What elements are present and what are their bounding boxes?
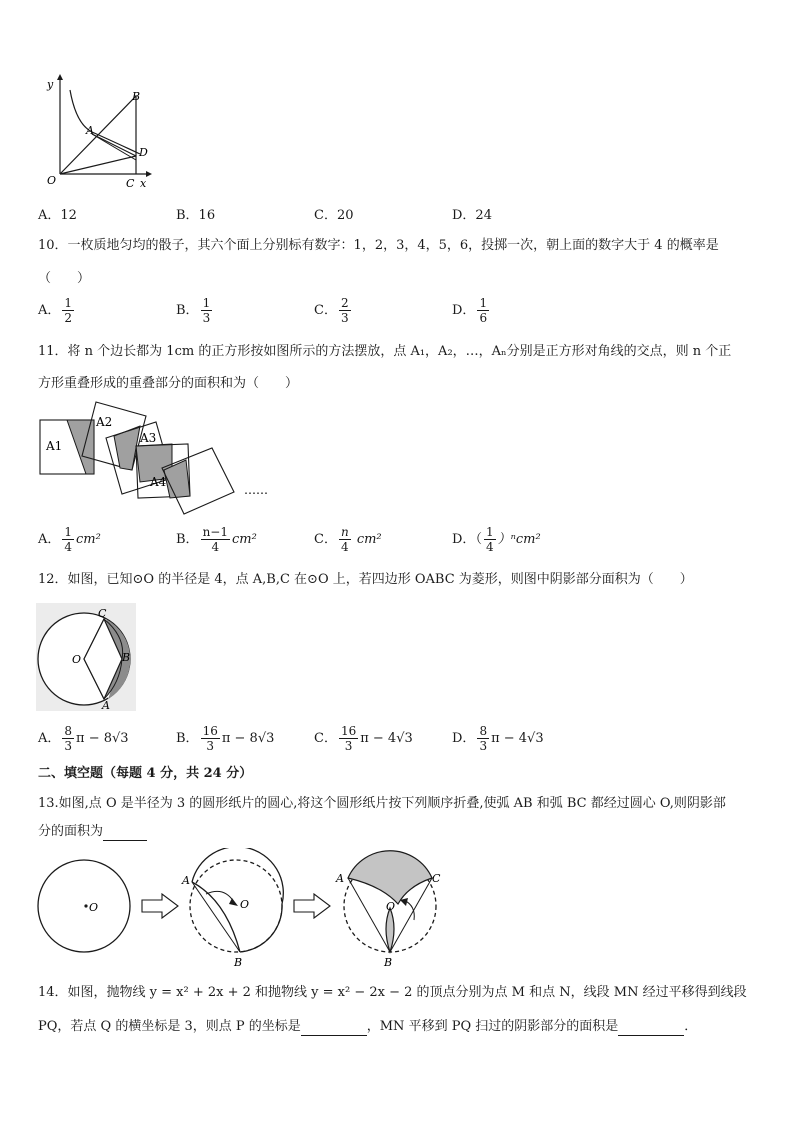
q14-stem-line1: 14．如图，抛物线 y = x² + 2x + 2 和抛物线 y = x² − 2x − 2 的顶点分别为点 M 和点 N，线段 MN 经过平移得到线段	[38, 985, 747, 1000]
q14-stem-line2: PQ，若点 Q 的横坐标是 3，则点 P 的坐标是 ，MN 平移到 PQ 扫过的阴影部分的面积是 ．	[38, 1019, 698, 1034]
fig9-label-d: D	[139, 146, 148, 159]
fig11-label-a3: A3	[140, 431, 157, 445]
q9-option-c[interactable]: C．20	[314, 208, 354, 223]
q9-option-d[interactable]: D．24	[452, 208, 492, 223]
q10-option-c[interactable]: C． $\frac{2}{3}$	[314, 296, 349, 325]
q10-stem-line2: （ ）	[38, 271, 91, 286]
fig13-label-a2: A	[336, 872, 344, 885]
fraction: $\frac{1}{4}$	[64, 525, 73, 554]
section-title: 二、填空题（每题 4 分，共 24 分）	[38, 766, 253, 781]
q12-option-a[interactable]: A． $\frac{8}{3}$ π − 8√3	[38, 724, 129, 753]
fraction: $\frac{16}{3}$	[202, 724, 218, 753]
q11-option-c[interactable]: C． $\frac{n}{4}$ cm²	[314, 525, 382, 554]
fig11-label-a4: A4	[150, 475, 167, 489]
fig9-label-a: A	[86, 124, 94, 137]
fig13-label-o1: O	[89, 901, 99, 914]
fig9-label-y: y	[47, 78, 54, 91]
fraction: $\frac{n}{4}$	[340, 525, 349, 554]
fig13-label-o2: O	[240, 898, 250, 911]
q9-option-a[interactable]: A．12	[38, 208, 77, 223]
fraction: $\frac{1}{4}$	[485, 525, 494, 554]
q10-option-b[interactable]: B． $\frac{1}{3}$	[176, 296, 211, 325]
q11-figure	[36, 398, 286, 528]
fig12-label-o: O	[72, 653, 82, 666]
q11-stem-line1: 11．将 n 个边长都为 1cm 的正方形按如图所示的方法摆放，点 A₁，A₂，…，Aₙ分别是正方形对角线的交点，则 n 个正	[38, 344, 732, 359]
fig11-dots: ……	[244, 483, 268, 497]
fraction: $\frac{8}{3}$	[479, 724, 488, 753]
q9-option-b[interactable]: B．16	[176, 208, 216, 223]
q13-stem-line2: 分的面积为	[38, 823, 147, 841]
q11-option-a[interactable]: A． $\frac{1}{4}$ cm²	[38, 525, 101, 554]
fraction: $\frac{8}{3}$	[64, 724, 73, 753]
q12-option-d[interactable]: D． $\frac{8}{3}$ π − 4√3	[452, 724, 544, 753]
q12-stem-line1: 12．如图，已知⊙O 的半径是 4，点 A,B,C 在⊙O 上，若四边形 OABC 为菱形，则图中阴影部分面积为（ ）	[38, 572, 693, 587]
fig11-label-a2: A2	[96, 415, 113, 429]
fraction: $\frac{16}{3}$	[340, 724, 357, 753]
fraction: $\frac{1}{2}$	[64, 296, 73, 325]
q12-option-c[interactable]: C． $\frac{16}{3}$ π − 4√3	[314, 724, 413, 753]
q11-option-b[interactable]: B． $\frac{n-1}{4}$ cm²	[176, 525, 257, 554]
fig9-label-b: B	[132, 90, 141, 103]
fig12-label-c: C	[98, 607, 107, 620]
q13-figure	[36, 848, 456, 970]
fig13-label-b1: B	[234, 956, 243, 969]
fig12-label-a: A	[102, 699, 110, 711]
fig9-label-c: C	[126, 177, 135, 190]
q12-option-b[interactable]: B． $\frac{16}{3}$ π − 8√3	[176, 724, 275, 753]
fraction: $\frac{1}{3}$	[202, 296, 211, 325]
q13-stem-line1: 13.如图,点 O 是半径为 3 的圆形纸片的圆心,将这个圆形纸片按下列顺序折叠,使弧 AB 和弧 BC 都经过圆心 O,则阴影部	[38, 796, 726, 811]
q10-option-a[interactable]: A． $\frac{1}{2}$	[38, 296, 73, 325]
q10-stem-line1: 10．一枚质地匀均的骰子，其六个面上分别标有数字：1，2，3，4，5，6，投掷一次，朝上面的数字大于 4 的概率是	[38, 238, 719, 253]
q9-figure	[40, 72, 160, 192]
fraction: $\frac{2}{3}$	[340, 296, 349, 325]
fraction: $\frac{1}{6}$	[479, 296, 488, 325]
fig13-label-o3: O	[386, 900, 396, 913]
q12-figure	[36, 603, 136, 711]
fig9-label-x: x	[140, 177, 147, 190]
q14-answer-blank-1[interactable]	[301, 1021, 367, 1036]
fig12-label-b: B	[122, 651, 131, 664]
q13-answer-blank[interactable]	[103, 826, 147, 841]
fig13-label-a1: A	[182, 874, 190, 887]
q11-option-d[interactable]: D．（ $\frac{1}{4}$ ）ⁿcm²	[452, 525, 541, 554]
q10-option-d[interactable]: D． $\frac{1}{6}$	[452, 296, 488, 325]
fig11-label-a1: A1	[46, 439, 63, 453]
fig13-label-c: C	[432, 872, 441, 885]
q14-answer-blank-2[interactable]	[618, 1021, 684, 1036]
fig13-label-b2: B	[384, 956, 393, 969]
fraction: $\frac{n-1}{4}$	[202, 525, 228, 554]
q11-stem-line2: 方形重叠形成的重叠部分的面积和为（ ）	[38, 376, 299, 391]
fig9-label-o: O	[47, 174, 57, 187]
